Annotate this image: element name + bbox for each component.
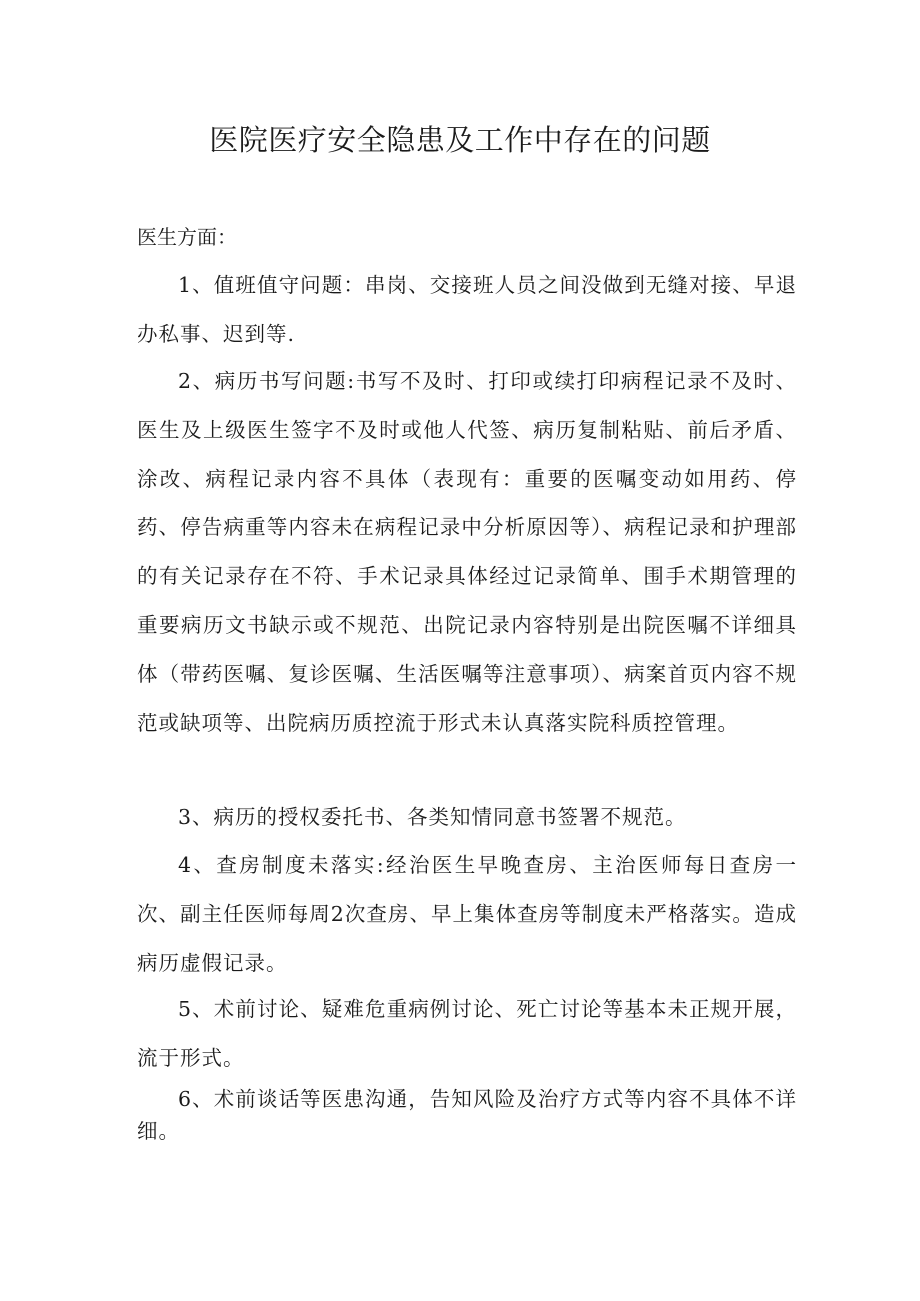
paragraph-medical-records: 2、病历书写问题:书写不及时、打印或续打印病程记录不及时、医生及上级医生签字不及时或他人代签、病历复制粘贴、前后矛盾、涂改、病程记录内容不具体（表现有：重要的医嘱变动如用药、停药、停告病重等内容未在病程记录中分析原因等）、病程记录和护理部的有关记录存在不符、手术记录具体经过记录简单、围手术期管理的重要病历文书缺示或不规范、出院记录内容特别是出院医嘱不详细具体（带药医嘱、复诊医嘱、生活医嘱等注意事项）、病案首页内容不规范或缺项等、出院病历质控流于形式未认真落实院科质控管理。	[137, 369, 797, 735]
document-title: 医院医疗安全隐患及工作中存在的问题	[209, 123, 711, 157]
paragraph-case-discussions: 5、术前讨论、疑难危重病例讨论、死亡讨论等基本未正规开展，流于形式。	[137, 997, 797, 1070]
section-heading-doctors: 医生方面：	[137, 225, 237, 249]
paragraph-consent-forms: 3、病历的授权委托书、各类知情同意书签署不规范。	[178, 805, 687, 829]
paragraph-ward-rounds: 4、查房制度未落实:经治医生早晚查房、主治医师每日查房一次、副主任医师每周2次查房、早上集体查房等制度未严格落实。造成病历虚假记录。	[137, 853, 797, 975]
paragraph-duty-shift: 1、值班值守问题：串岗、交接班人员之间没做到无缝对接、早退办私事、迟到等.	[137, 273, 797, 346]
paragraph-patient-communication: 6、术前谈话等医患沟通，告知风险及治疗方式等内容不具体不详细。	[137, 1087, 797, 1143]
